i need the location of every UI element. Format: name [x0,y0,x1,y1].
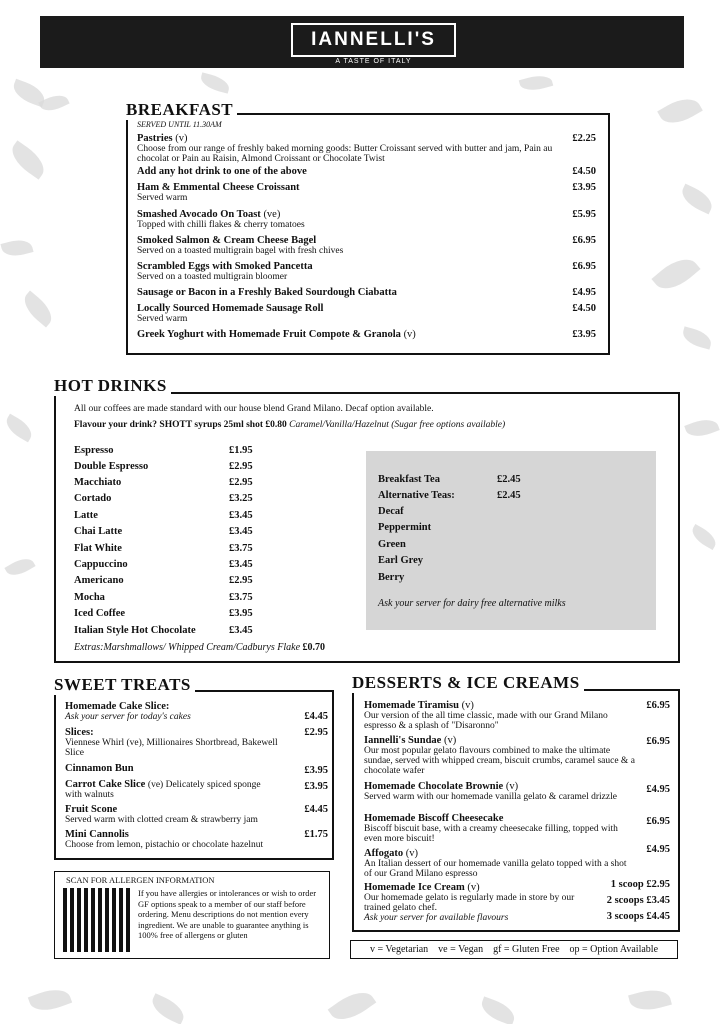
dietary-legend [350,940,678,959]
item-name: Smashed Avocado On Toast [137,209,261,220]
item-name: Iannelli's Sundae [364,735,442,746]
item-name: Ham & Emmental Cheese Croissant [137,182,300,193]
item-desc: Biscoff biscuit base, with a creamy cheesecake filling, topped with even more biscuit! [364,824,618,844]
coffee-price: £2.95 [229,461,253,472]
item-price: £2.25 [572,133,596,144]
scoop-option [590,911,670,922]
coffee-name: Macchiato [74,477,122,488]
sweet-treats-title: SWEET TREATS [54,675,195,695]
item-name: Add any hot drink to one of the above [137,166,307,177]
item-desc: Our version of the all time classic, made with our Grand Milano espresso & a splash of "Disaronno" [364,711,608,731]
item-price: £4.45 [304,804,328,815]
qr-code-icon[interactable] [63,888,133,952]
dessert-item [364,848,634,879]
scoop-label: 1 scoop [610,879,644,890]
coffee-price: £2.95 [229,477,253,488]
dessert-item [364,882,584,923]
breakfast-item [137,182,562,203]
item-desc: Our most popular gelato flavours combined to make the ultimate sundae, served with whipped cream, biscuit crumbs, caramel sauce & a chocolate wafer [364,746,635,776]
breakfast-item [137,166,562,177]
coffee-price: £1.95 [229,445,253,456]
coffee-name: Latte [74,510,98,521]
item-desc: Served on a toasted multigrain bloomer [137,272,288,282]
item-tag: (ve) [263,209,281,220]
coffee-price: £3.25 [229,493,253,504]
item-tag: (v) [403,329,416,340]
tea-name: Earl Grey [378,555,424,566]
item-price: £6.95 [646,700,670,711]
item-tag: (v) [405,848,418,859]
milk-note: Ask your server for dairy free alternative milks [378,598,566,609]
breakfast-item [137,261,562,282]
item-price: £2.95 [304,727,328,738]
coffee-name: Flat White [74,543,122,554]
scoop-option [590,895,670,906]
extras-line [74,642,325,653]
item-name: Fruit Scone [65,804,118,815]
scoop-price: £2.95 [646,879,670,890]
coffee-price: £3.75 [229,592,253,603]
extras-price: £0.70 [302,642,326,653]
scoop-option [590,879,670,890]
sweet-item [65,829,295,850]
item-tag: (v) [175,133,188,144]
extras-label: Extras:Marshmallows/ Whipped Cream/Cadburys Flake [74,642,301,653]
sweet-item [65,779,290,800]
breakfast-item [137,303,562,324]
item-desc: Topped with chilli flakes & cherry tomatoes [137,220,305,230]
item-price: £6.95 [572,235,596,246]
tea-name: Green [378,539,406,550]
item-name: Carrot Cake Slice [65,779,146,790]
item-desc: with walnuts [65,790,114,800]
tea-price: £2.45 [497,490,521,501]
item-desc: Served warm with our homemade vanilla gelato & caramel drizzle [364,792,617,802]
item-price: £4.50 [572,166,596,177]
item-name: Pastries [137,133,173,144]
item-price: £5.95 [572,209,596,220]
item-desc: Served warm [137,193,188,203]
tea-name: Decaf [378,506,404,517]
item-price: £1.75 [304,829,328,840]
item-name: Scrambled Eggs with Smoked Pancetta [137,261,313,272]
item-name: Sausage or Bacon in a Freshly Baked Sourdough Ciabatta [137,287,397,298]
coffee-price: £3.45 [229,510,253,521]
breakfast-item [137,209,562,230]
item-price: £3.95 [304,765,328,776]
item-price: £4.95 [572,287,596,298]
item-price: £3.95 [572,329,596,340]
item-name: Slices: [65,727,94,738]
item-name: Homemade Chocolate Brownie [364,781,504,792]
item-tag: (v) [467,882,480,893]
flavour-line [74,420,505,431]
item-price: £4.95 [646,784,670,795]
item-name: Smoked Salmon & Cream Cheese Bagel [137,235,317,246]
coffee-price: £3.45 [229,526,253,537]
tea-name: Berry [378,572,405,583]
breakfast-title: BREAKFAST [126,100,237,120]
item-name: Locally Sourced Homemade Sausage Roll [137,303,324,314]
dessert-item [364,735,636,776]
item-name: Homemade Tiramisu [364,700,459,711]
brand-tagline: A TASTE OF ITALY [335,58,412,65]
breakfast-item [137,133,562,164]
item-desc: Choose from our range of freshly baked morning goods: Butter Croissant served with butter and jam, Pain au chocolat or Pain au Raisin, Almond Croissant or Chocolate Twist [137,144,553,164]
item-price: £6.95 [646,816,670,827]
item-name: Cinnamon Bun [65,763,134,774]
sweet-item [65,763,285,774]
item-name: Greek Yoghurt with Homemade Fruit Compote & Granola [137,329,401,340]
breakfast-item [137,235,562,256]
coffee-price: £3.95 [229,608,253,619]
item-desc: Served warm [137,314,188,324]
sweet-item [65,804,290,825]
coffee-name: Chai Latte [74,526,123,537]
brand-name: IANNELLI'S [311,29,436,50]
breakfast-item [137,329,562,340]
coffee-name: Mocha [74,592,105,603]
item-price: £4.45 [304,711,328,722]
item-desc: Choose from lemon, pistachio or chocolate hazelnut [65,840,264,850]
item-price: £6.95 [572,261,596,272]
scoop-label: 2 scoops [606,895,644,906]
coffee-price: £2.95 [229,575,253,586]
coffee-name: Italian Style Hot Chocolate [74,625,196,636]
coffee-name: Double Espresso [74,461,149,472]
item-name: Homemade Biscoff Cheesecake [364,813,504,824]
sweet-item [65,727,285,758]
flavour-price: £0.80 [265,420,287,430]
breakfast-item [137,287,562,298]
coffee-price: £3.75 [229,543,253,554]
sweet-item [65,701,295,722]
coffee-name: Americano [74,575,124,586]
item-tag: (v) [461,700,474,711]
coffee-name: Cortado [74,493,112,504]
item-price: £6.95 [646,736,670,747]
item-name: Affogato [364,848,404,859]
desserts-title: DESSERTS & ICE CREAMS [352,673,584,693]
item-desc: Served warm with clotted cream & strawberry jam [65,815,258,825]
scoop-label: 3 scoops [606,911,644,922]
coffee-name: Iced Coffee [74,608,126,619]
item-desc: Our homemade gelato is regularly made in store by our trained gelato chef. [364,893,575,913]
item-name: Homemade Ice Cream [364,882,465,893]
coffee-name: Cappuccino [74,559,128,570]
item-tag: (v) [443,735,457,746]
tea-name: Peppermint [378,522,432,533]
item-note: Ask your server for available flavours [364,913,509,923]
dessert-item [364,781,644,802]
item-desc: Served on a toasted multigrain bagel with fresh chives [137,246,344,256]
item-desc: Viennese Whirl (ve), Millionaires Shortbread, Bakewell Slice [65,738,278,758]
scoop-price: £4.45 [646,911,670,922]
allergen-title: SCAN FOR ALLERGEN INFORMATION [66,875,215,885]
hot-drinks-title: HOT DRINKS [54,376,171,396]
scoop-price: £3.45 [646,895,670,906]
flavour-label: Flavour your drink? SHOTT syrups 25ml shot [74,420,263,430]
item-tag: (ve) Delicately spiced sponge [147,780,261,790]
tea-name: Alternative Teas: [378,490,455,501]
coffee-price: £3.45 [229,559,253,570]
dessert-item [364,700,634,731]
item-name: Mini Cannolis [65,829,129,840]
hot-drinks-intro: All our coffees are made standard with our house blend Grand Milano. Decaf option available. [74,404,434,414]
legend-text: v = Vegetarian ve = Vegan gf = Gluten Free op = Option Available [369,944,659,955]
tea-price: £2.45 [497,474,521,485]
item-price: £4.50 [572,303,596,314]
breakfast-served-note: SERVED UNTIL 11.30AM [137,120,222,129]
tea-name: Breakfast Tea [378,474,440,485]
coffee-name: Espresso [74,445,114,456]
item-price: £3.95 [572,182,596,193]
item-price: £3.95 [304,781,328,792]
flavour-options: Caramel/Vanilla/Hazelnut (Sugar free options available) [289,420,506,430]
item-desc: An Italian dessert of our homemade vanilla gelato topped with a shot of our Grand Milano espresso [364,859,627,879]
item-tag: (v) [505,781,519,792]
item-name: Homemade Cake Slice: [65,701,170,712]
allergen-text: If you have allergies or intolerances or wish to order GF options speak to a member of our staff before ordering. Menu descriptions do not mention every ingredient. We are unable to guarantee anything is 100% free of allergens or gluten [138,888,317,940]
dessert-item [364,813,626,844]
item-price: £4.95 [646,844,670,855]
coffee-price: £3.45 [229,625,253,636]
item-desc: Ask your server for today's cakes [65,712,191,722]
